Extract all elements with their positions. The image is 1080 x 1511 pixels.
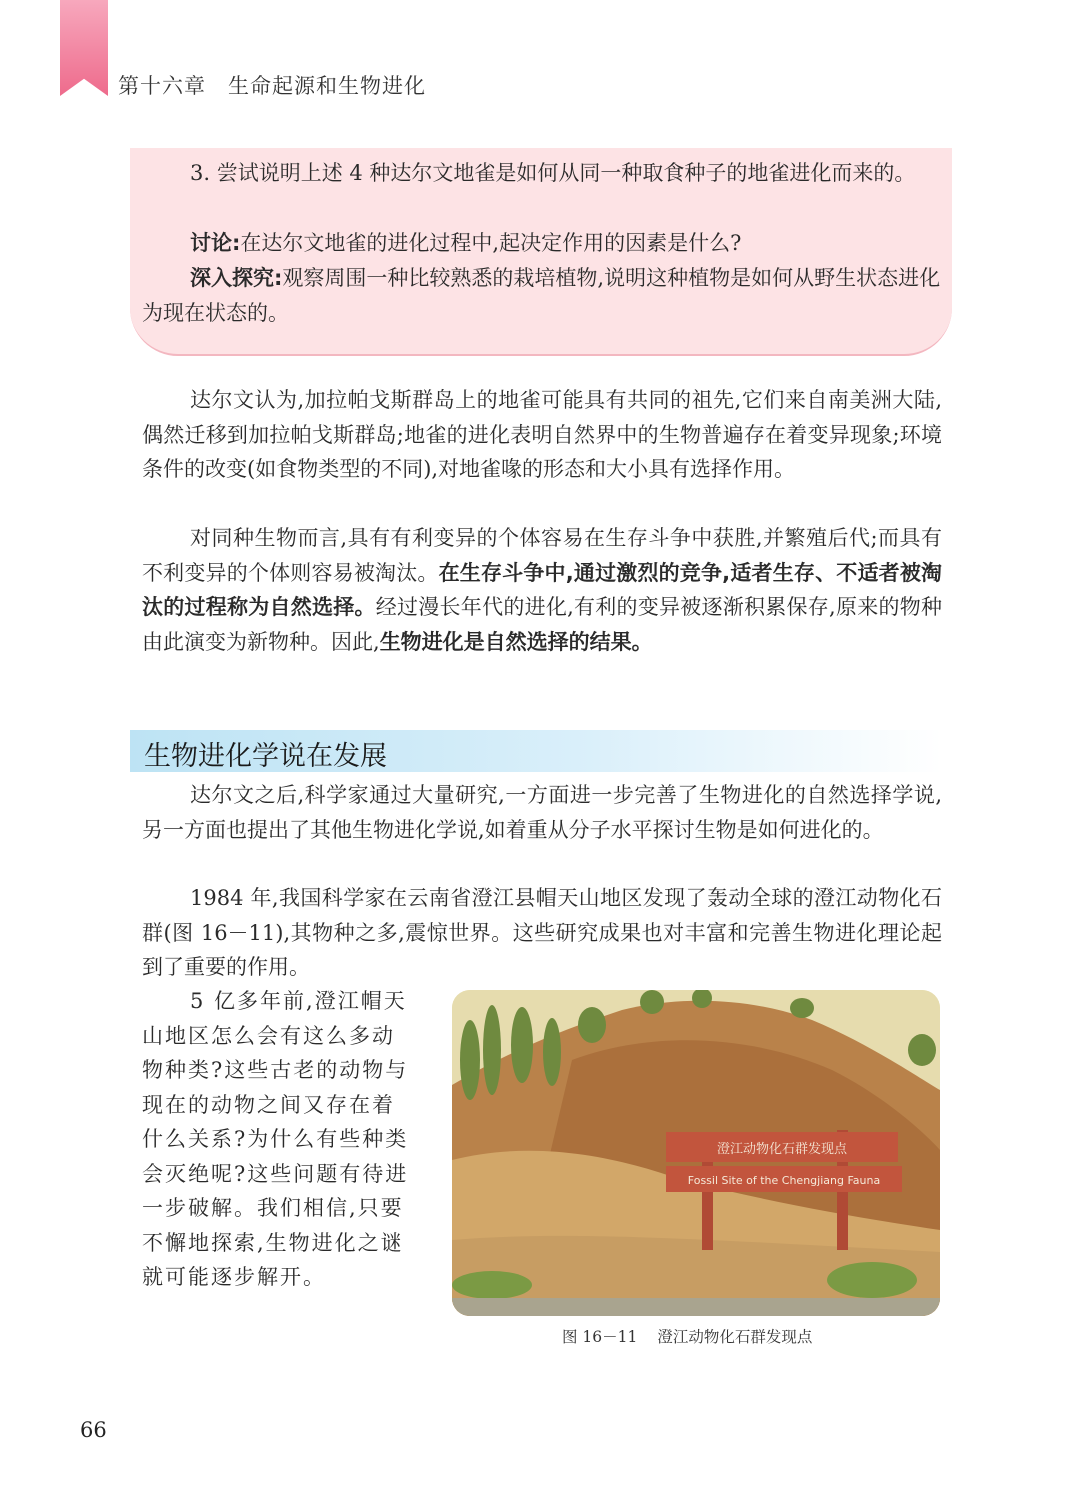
ns-definition: 在生存斗争中,通过激烈的竞争,适者生存、不适者被淘汰的过程称为自然选择。: [142, 560, 943, 619]
paragraph-darwin-finches: 达尔文认为,加拉帕戈斯群岛上的地雀可能具有共同的祖先,它们来自南美洲大陆,偶然迁移到加拉帕戈斯群岛;地雀的进化表明自然界中的生物普遍存在着变异现象;环境条件的改变(如食物类型的不同),对地雀喙的形态和大小具有选择作用。: [142, 388, 942, 481]
paragraph-after-darwin: 达尔文之后,科学家通过大量研究,一方面进一步完善了生物进化的自然选择学说,另一方面也提出了其他生物进化学说,如着重从分子水平探讨生物是如何进化的。: [142, 783, 942, 842]
chapter-number: 第十六章: [118, 74, 206, 98]
explore-label: 深入探究:: [190, 266, 283, 290]
ns-conclusion: 生物进化是自然选择的结果。: [379, 629, 653, 654]
paragraph-chengjiang-discovery: 1984 年,我国科学家在云南省澄江县帽天山地区发现了轰动全球的澄江动物化石群(图 16－11),其物种之多,震惊世界。这些研究成果也对丰富和完善生物进化理论起到了重要的作用。: [142, 886, 942, 979]
chapter-bookmark-tab: [60, 0, 108, 96]
activity-question-3: 3. 尝试说明上述 4 种达尔文地雀是如何从同一种取食种子的地雀进化而来的。: [190, 161, 916, 185]
sign-english-text: Fossil Site of the Chengjiang Fauna: [687, 1174, 881, 1187]
explore-text: 观察周围一种比较熟悉的栽培植物,说明这种植物是如何从野生状态进化为现在状态的。: [142, 266, 941, 325]
discussion-text: 在达尔文地雀的进化过程中,起决定作用的因素是什么?: [240, 231, 742, 255]
figure-caption-text: 澄江动物化石群发现点: [657, 1328, 813, 1346]
activity-discussion: [142, 226, 942, 261]
page-number: 66: [80, 1418, 107, 1442]
chapter-header: [118, 70, 426, 100]
figure-number: 图 16－11: [562, 1328, 638, 1346]
chapter-title: 生命起源和生物进化: [228, 74, 426, 98]
paragraph-open-questions: 5 亿多年前,澄江帽天山地区怎么会有这么多动物种类?这些古老的动物与现在的动物之间又存在着什么关系?为什么有些种类会灭绝呢?这些问题有待进一步破解。我们相信,只要不懈地探索,生物进化之谜就可能逐步解开。: [142, 989, 409, 1289]
fossil-site-illustration: [452, 990, 940, 1316]
ns-text-b: 经过漫长年代的进化,有利的变异被逐渐积累保存,原来的物种由此演变为新物种。因此,: [142, 595, 942, 654]
discussion-label: 讨论:: [190, 231, 241, 255]
figure-caption: [562, 1325, 812, 1347]
chengjiang-fossil-site-photo: [452, 990, 940, 1316]
paragraph-natural-selection: [142, 521, 942, 659]
activity-box: [130, 148, 952, 356]
sign-chinese-text: 澄江动物化石群发现点: [716, 1142, 848, 1157]
activity-explore: [142, 261, 942, 331]
section-title: 生物进化学说在发展: [144, 741, 387, 772]
section-heading-bar: [130, 730, 942, 772]
ns-text-a: 对同种生物而言,具有有利变异的个体容易在生存斗争中获胜,并繁殖后代;而具有不利变异的个体则容易被淘汰。: [142, 526, 942, 585]
